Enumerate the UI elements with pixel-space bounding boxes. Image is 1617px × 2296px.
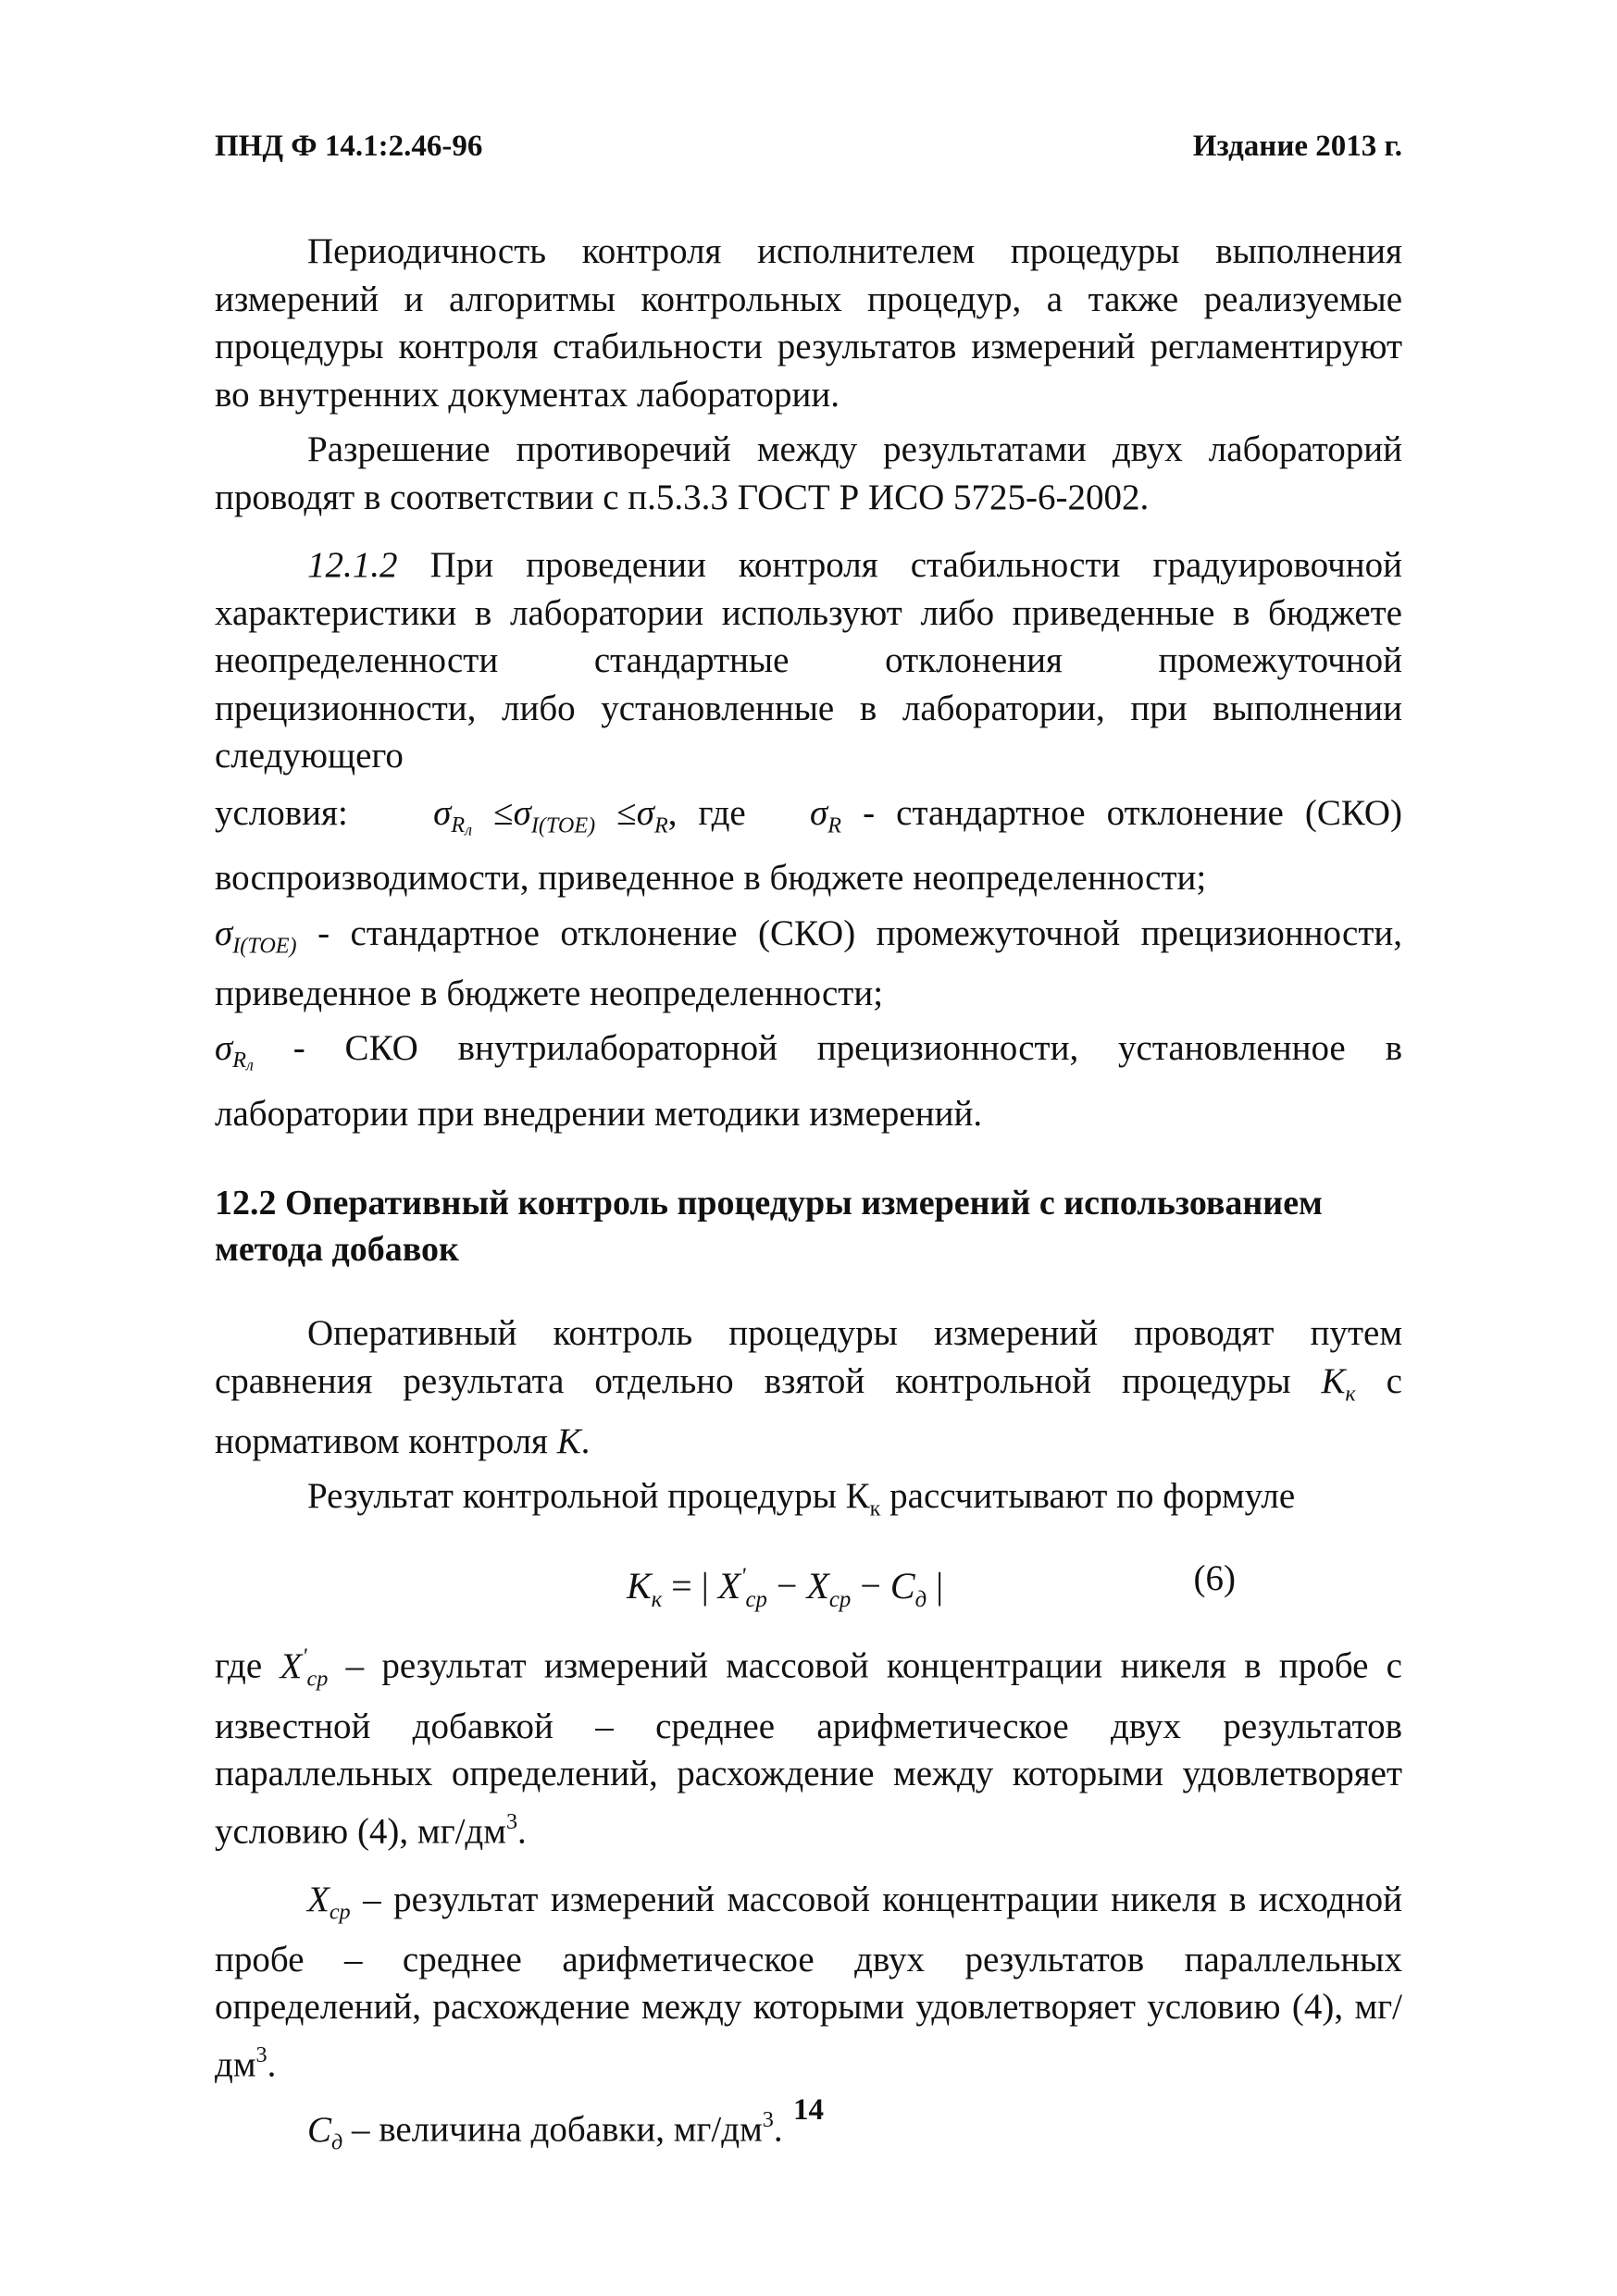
symbol-x-cp: $X_{ср}$ — [307, 1879, 351, 1925]
le-symbol-2: ≤ — [616, 792, 637, 833]
le-symbol: ≤ — [493, 792, 514, 833]
page-number: 14 — [793, 2093, 824, 2127]
section-heading-12-2: 12.2 Оперативный контроль процедуры измерений с использованием метода добавок — [215, 1184, 1323, 1270]
header-edition: Издание 2013 г. — [1192, 130, 1402, 163]
condition-label: условия: — [215, 792, 348, 833]
formula-number: (6) — [1193, 1558, 1236, 1599]
formula-6 — [215, 1547, 1402, 1612]
sigma-r-symbol: $\sigma_R$ — [636, 792, 668, 838]
sigma-r-definition: - стандартное отклонение (СКО) воспроизводимости, приведенное в бюджете неопределенности; — [215, 792, 1403, 899]
condition-line — [215, 789, 1402, 902]
symbol-kk: $К_к$ — [1321, 1360, 1356, 1407]
clause-number: 12.1.2 — [307, 545, 398, 585]
paragraph-periodicity: Периодичность контроля исполнителем процедуры выполнения измерений и алгоритмы контрольных процедур, а также реализуемые процедуры контроля стабильности результатов измерений регламентируют во внутренних документах лаборатории. — [215, 231, 1402, 415]
header-document-code: ПНД Ф 14.1:2.46-96 — [215, 130, 483, 163]
symbol-c-d: $C_д$ — [307, 2109, 343, 2155]
sigma-rl-symbol: $\sigma_{Rл}$ — [433, 792, 473, 839]
sigma-itoe-definition-line — [215, 910, 1402, 1017]
sigma-itoe-symbol-2: $\sigma_{I(TOE)}$ — [215, 912, 297, 959]
paragraph-c-definition: $C_д$ – величина добавки, $мг/дм^3$. — [307, 2107, 783, 2155]
paragraph-x-definition: $X_{ср}$ – результат измерений массовой концентрации никеля в исходной пробе – среднее арифметическое двух результатов параллельных определений, расхождение между которыми удовлетворяет условию (4), $мг/дм^3$. — [215, 1879, 1402, 2085]
paragraph-12-1-2-text: При проведении контроля стабильности градуировочной характеристики в лаборатории используют либо приведенные в бюджете неопределенности стандартные отклонения промежуточной прецизионности, либо установленные в лаборатории, при выполнении следующего — [215, 545, 1402, 776]
sigma-itoe-definition: - стандартное отклонение (СКО) промежуточной прецизионности, приведенное в бюджете неопределенности; — [215, 912, 1402, 1013]
symbol-k: К — [556, 1421, 581, 1461]
paragraph-x-prime-definition: где $X'_{ср}$ – результат измерений массовой концентрации никеля в пробе с известной добавкой – среднее арифметическое двух результатов параллельных определений, расхождение между которыми удовлетворяет условию (4), $мг/дм^3$. — [215, 1644, 1402, 1852]
sigma-rl-definition-line — [215, 1024, 1402, 1137]
symbol-x-prime-cp: $X'_{ср}$ — [280, 1644, 329, 1692]
paragraph-operative-control: Оперативный контроль процедуры измерений проводят путем сравнения результата отдельно взятой контрольной процедуры $К_к$ с нормативом контроля К. — [215, 1313, 1402, 1461]
sigma-rl-symbol-2: $\sigma_{Rл}$ — [215, 1028, 254, 1075]
paragraph-formula-intro: Результат контрольной процедуры $К_к$ рассчитывают по формуле — [307, 1476, 1296, 1521]
formula-kk: $К_к$ = | $X'_{ср} - X_{ср} - C_д$ | — [627, 1564, 944, 1612]
page-body — [215, 228, 1402, 2166]
condition-where: , где — [667, 792, 746, 833]
paragraph-12-1-2 — [215, 541, 1402, 780]
sigma-r-symbol-2: $\sigma_R$ — [810, 792, 841, 838]
sigma-rl-definition: - СКО внутрилабораторной прецизионности, установленное в лаборатории при внедрении методики измерений. — [215, 1028, 1402, 1134]
sigma-itoe-symbol: $\sigma_{I(TOE)}$ — [513, 792, 596, 838]
paragraph-contradictions: Разрешение противоречий между результатами двух лабораторий проводят в соответствии с п.5.3.3 ГОСТ Р ИСО 5725-6-2002. — [215, 429, 1402, 517]
